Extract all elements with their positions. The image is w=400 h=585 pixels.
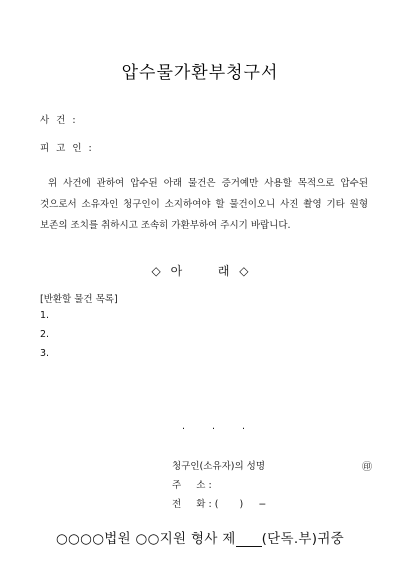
return-items-list-title: [반환할 물건 목록] (40, 294, 118, 305)
address-label: 주 소 : (172, 480, 212, 491)
document-title: 압수물가환부청구서 (121, 63, 279, 83)
court-suffix: (단독.부)귀중 (261, 531, 345, 547)
date-year-mark: . (182, 421, 186, 432)
diamond-right-icon: ◇ (239, 264, 249, 278)
date-day-mark: . (242, 421, 246, 432)
seal-icon: ㊞ (362, 462, 372, 473)
diamond-left-icon: ◇ (151, 264, 161, 278)
case-colon: : (72, 115, 76, 126)
phone-label: 전 화 : ( ) − (172, 499, 267, 510)
court-addressee (0, 527, 400, 547)
list-item: 1. (40, 310, 50, 321)
heading-char-1: 아 (170, 264, 183, 278)
list-item: 2. (40, 329, 50, 340)
defendant-field (40, 140, 92, 154)
defendant-colon: : (88, 143, 92, 154)
date-month-mark: . (212, 421, 216, 432)
case-label: 사건 (40, 115, 73, 126)
claimant-name-label: 청구인(소유자)의 성명 (172, 461, 266, 472)
case-field (40, 112, 76, 126)
court-name: ○○○○법원 ○○지원 형사 제 (55, 531, 236, 547)
list-item: 3. (40, 348, 50, 359)
section-heading (0, 262, 400, 279)
return-items-list (40, 310, 49, 367)
division-blank (236, 533, 262, 547)
heading-char-2: 래 (217, 264, 230, 278)
defendant-label: 피고인 (40, 143, 89, 154)
request-body-text: 위 사건에 관하여 압수된 아래 물건은 증거예만 사용할 목적으로 압수된 것으로서 소유자인 청구인이 소지하여야 할 물건이오니 사진 촬영 기타 원형 보존의 조치를 취하시고 조속히 가환부하여 주시기 바랍니다. (40, 178, 368, 231)
